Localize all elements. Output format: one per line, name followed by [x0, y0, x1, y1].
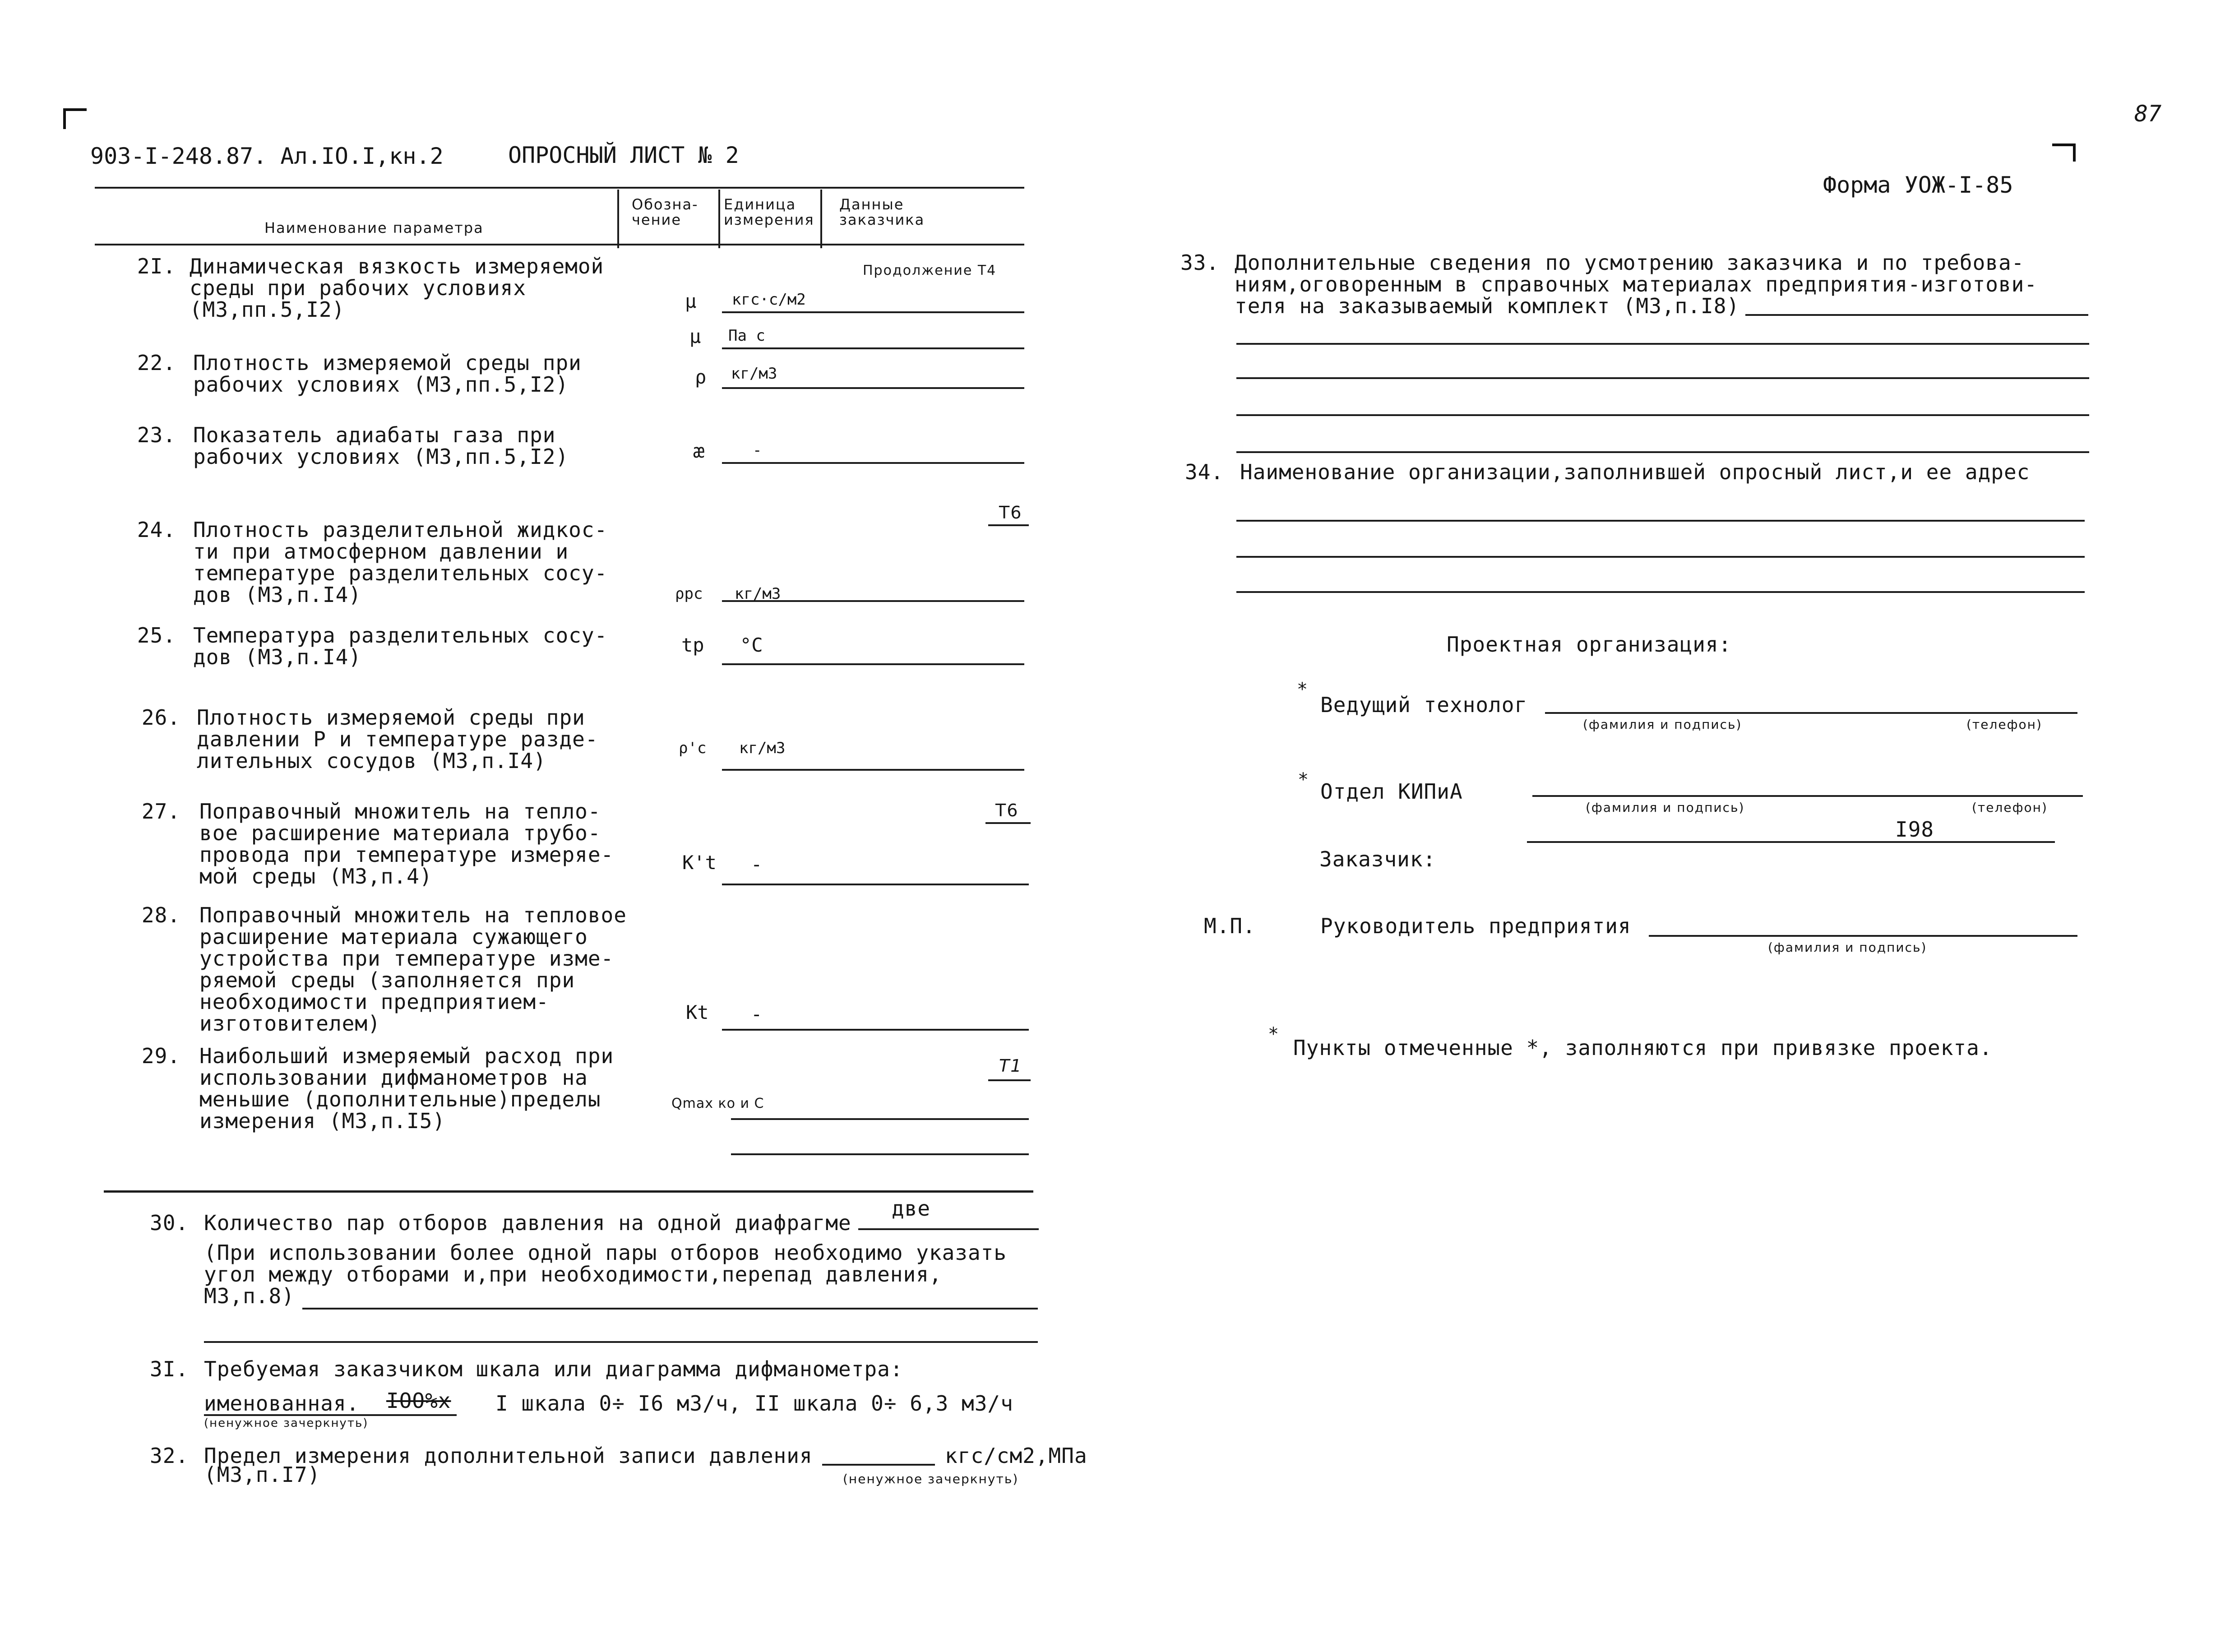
item-23-line: [722, 462, 1024, 464]
item-26-line: [722, 769, 1024, 771]
year-line: [1527, 841, 2055, 843]
header-param: Наименование параметра: [264, 219, 484, 236]
item-23-text: Показатель адиабаты газа при рабочих условиях (МЗ,пп.5,I2): [193, 423, 569, 469]
table-col-divider-3: [820, 190, 822, 248]
item-23-unit: -: [753, 441, 762, 459]
item-27-note-rule: [985, 822, 1031, 824]
item-21-text: Динамическая вязкость измеряемой среды при рабочих условиях (МЗ,пп.5,I2): [190, 254, 604, 322]
item-21-line-2: [722, 347, 1024, 349]
dept-label: Отдел КИПиА: [1320, 779, 1463, 804]
item-21-symbol-2: μ: [689, 325, 701, 347]
item-25-number: 25.: [137, 623, 176, 648]
item-21-note: Продолжение Т4: [863, 263, 997, 278]
item-32-text: Предел измерения дополнительной записи давления: [204, 1444, 813, 1468]
item-30-sub: (При использовании более одной пары отборов необходимо указать угол между отборами и,при необходимости,перепад давления, МЗ,п.8): [204, 1240, 1007, 1308]
item-25-symbol: tр: [681, 634, 704, 656]
item-30-number: 30.: [150, 1211, 189, 1235]
item-24-unit: кг/м3: [735, 585, 781, 603]
item-30-text: Количество пар отборов давления на одной диафрагме: [204, 1211, 851, 1235]
item-22-line: [722, 387, 1024, 389]
item-31-option-named: именованная.: [204, 1391, 360, 1416]
item-21-unit-2: Па с: [728, 327, 765, 345]
item-24-symbol: ρрс: [675, 585, 703, 603]
item-32-number: 32.: [150, 1444, 189, 1468]
footnote-text: Пункты отмеченные *, заполняются при привязке проекта.: [1293, 1036, 1993, 1060]
dept-line: [1532, 795, 2083, 797]
item-31-hint: (ненужное зачеркнуть): [204, 1416, 369, 1430]
document-title: ОПРОСНЫЙ ЛИСТ № 2: [508, 142, 739, 168]
item-24-note: Т6: [999, 503, 1022, 523]
dept-phone-hint: (телефон): [1972, 800, 2048, 815]
item-33-line-3: [1236, 414, 2089, 416]
item-34-line-1: [1236, 520, 2085, 522]
item-25-text: Температура разделительных сосу- дов (МЗ,п.I4): [193, 623, 608, 669]
form-label: Форма УОЖ-I-85: [1823, 172, 2013, 198]
head-label: Руководитель предприятия: [1320, 914, 1631, 938]
stamp-place-label: М.П.: [1204, 914, 1256, 938]
customer-label: Заказчик:: [1319, 847, 1436, 871]
item-24-line: [722, 600, 1024, 602]
item-29-text: Наибольший измеряемый расход при использовании дифманометров на меньшие (дополнительные)пределы измерения (МЗ,п.I5): [199, 1044, 614, 1133]
page-number: 87: [2134, 101, 2162, 127]
footnote-mark: *: [1269, 1024, 1279, 1045]
dept-footnote-mark: *: [1299, 769, 1309, 790]
item-22-symbol: ρ: [695, 366, 707, 388]
item-31-text: Требуемая заказчиком шкала или диаграмма дифманометра:: [204, 1357, 903, 1381]
table-col-divider-2: [718, 190, 720, 248]
document-code: 903-I-248.87. Ал.IO.I,кн.2: [90, 143, 444, 169]
lead-tech-label: Ведущий технолог: [1320, 693, 1528, 717]
item-31-number: 3I.: [150, 1357, 189, 1381]
item-32-hint: (ненужное зачеркнуть): [843, 1472, 1019, 1486]
item-28-symbol: Кt: [686, 1001, 709, 1023]
item-27-text: Поправочный множитель на тепло- вое расширение материала трубо- провода при температуре измеряе- мой среды (МЗ,п.4): [199, 799, 614, 888]
item-29-number: 29.: [141, 1044, 180, 1068]
item-22-number: 22.: [137, 351, 176, 375]
lead-tech-phone-hint: (телефон): [1966, 717, 2042, 732]
item-26-symbol: ρ'с: [679, 739, 707, 757]
item-29-line-1: [731, 1118, 1029, 1120]
item-21-number: 2I.: [137, 254, 176, 278]
signature-year: I98: [1895, 817, 1934, 842]
item-26-unit: кг/м3: [739, 739, 786, 757]
lead-tech-footnote-mark: *: [1298, 679, 1308, 700]
item-26-text: Плотность измеряемой среды при давлении Р и температуре разде- лительных сосудов (МЗ,п.I4): [197, 705, 598, 773]
item-24-text: Плотность разделительной жидкос- ти при атмосферном давлении и температуре разделительных сосу- дов (МЗ,п.I4): [193, 518, 608, 607]
item-33-line-4: [1236, 451, 2089, 453]
item-25-line: [722, 663, 1024, 665]
item-21-symbol-1: μ: [685, 290, 697, 312]
item-28-text: Поправочный множитель на тепловое расширение материала сужающего устройства при температуре изме- ряемой среды (заполняется при необходимости предприятием- изготовителем): [199, 903, 627, 1036]
item-27-unit: -: [751, 853, 763, 875]
item-23-number: 23.: [137, 423, 176, 447]
item-30-value-line: [858, 1228, 1039, 1230]
item-29-note-rule: [988, 1079, 1031, 1081]
item-29-line-2: [731, 1153, 1029, 1155]
item-34-line-3: [1236, 591, 2085, 593]
item-33-line-0: [1745, 314, 2088, 316]
lead-tech-name-hint: (фамилия и подпись): [1583, 717, 1742, 732]
item-27-number: 27.: [141, 799, 180, 824]
item-30-value: две: [892, 1196, 931, 1221]
item-30-line-2: [204, 1341, 1038, 1343]
table-top-rule: [95, 187, 1024, 189]
item-28-unit: -: [751, 1003, 763, 1025]
item-25-unit: °С: [740, 634, 763, 656]
item-26-number: 26.: [141, 705, 180, 730]
item-33-line-2: [1236, 377, 2089, 379]
item-22-unit: кг/м3: [731, 365, 777, 383]
item-23-symbol: æ: [693, 440, 705, 462]
item-22-text: Плотность измеряемой среды при рабочих условиях (МЗ,пп.5,I2): [193, 351, 582, 397]
table-header-rule: [95, 244, 1024, 245]
item-27-line: [722, 884, 1029, 885]
header-designation: Обозна- чение: [632, 196, 699, 228]
header-unit: Единица измерения: [724, 196, 814, 228]
item-33-number: 33.: [1180, 250, 1220, 275]
head-line: [1649, 935, 2077, 937]
item-27-note: Т6: [995, 801, 1019, 820]
item-24-number: 24.: [137, 518, 176, 542]
item-34-text: Наименование организации,заполнившей опросный лист,и ее адрес: [1240, 460, 2030, 484]
item-24-note-rule: [988, 524, 1029, 526]
item-29-note: Т1: [999, 1056, 1022, 1076]
item-32-unit: кгс/см2,МПа: [945, 1444, 1087, 1468]
item-34-line-2: [1236, 556, 2085, 558]
head-name-hint: (фамилия и подпись): [1768, 940, 1927, 955]
header-customer-data: Данные заказчика: [839, 196, 925, 228]
item-33-line-1: [1236, 343, 2089, 345]
item-32-line: [822, 1464, 935, 1466]
item-30-line-1: [302, 1308, 1038, 1310]
item-29-symbol: Qmax ко и С: [671, 1096, 764, 1111]
item-33-text: Дополнительные сведения по усмотрению заказчика и по требова- ниям,оговоренным в справочных материалах предприятия-изготови- теля на заказываемый комплект (МЗ,п.I8): [1235, 250, 2038, 318]
item-34-number: 34.: [1185, 460, 1224, 484]
item-21-unit-1: кгс·с/м2: [732, 291, 806, 309]
item-31-scale: I шкала 0÷ I6 м3/ч, II шкала 0÷ 6,3 м3/ч: [495, 1391, 1013, 1416]
section-divider: [104, 1190, 1033, 1193]
item-32-sub: (МЗ,п.I7): [204, 1462, 321, 1487]
item-31-option-struck: IOO%x: [386, 1388, 451, 1413]
item-28-line: [722, 1029, 1029, 1031]
dept-name-hint: (фамилия и подпись): [1586, 800, 1745, 815]
lead-tech-line: [1545, 712, 2077, 714]
item-28-number: 28.: [141, 903, 180, 927]
item-21-line-1: [722, 311, 1024, 313]
project-title: Проектная организация:: [1447, 632, 1732, 657]
item-27-symbol: К't: [682, 851, 717, 874]
table-col-divider-1: [617, 190, 619, 248]
